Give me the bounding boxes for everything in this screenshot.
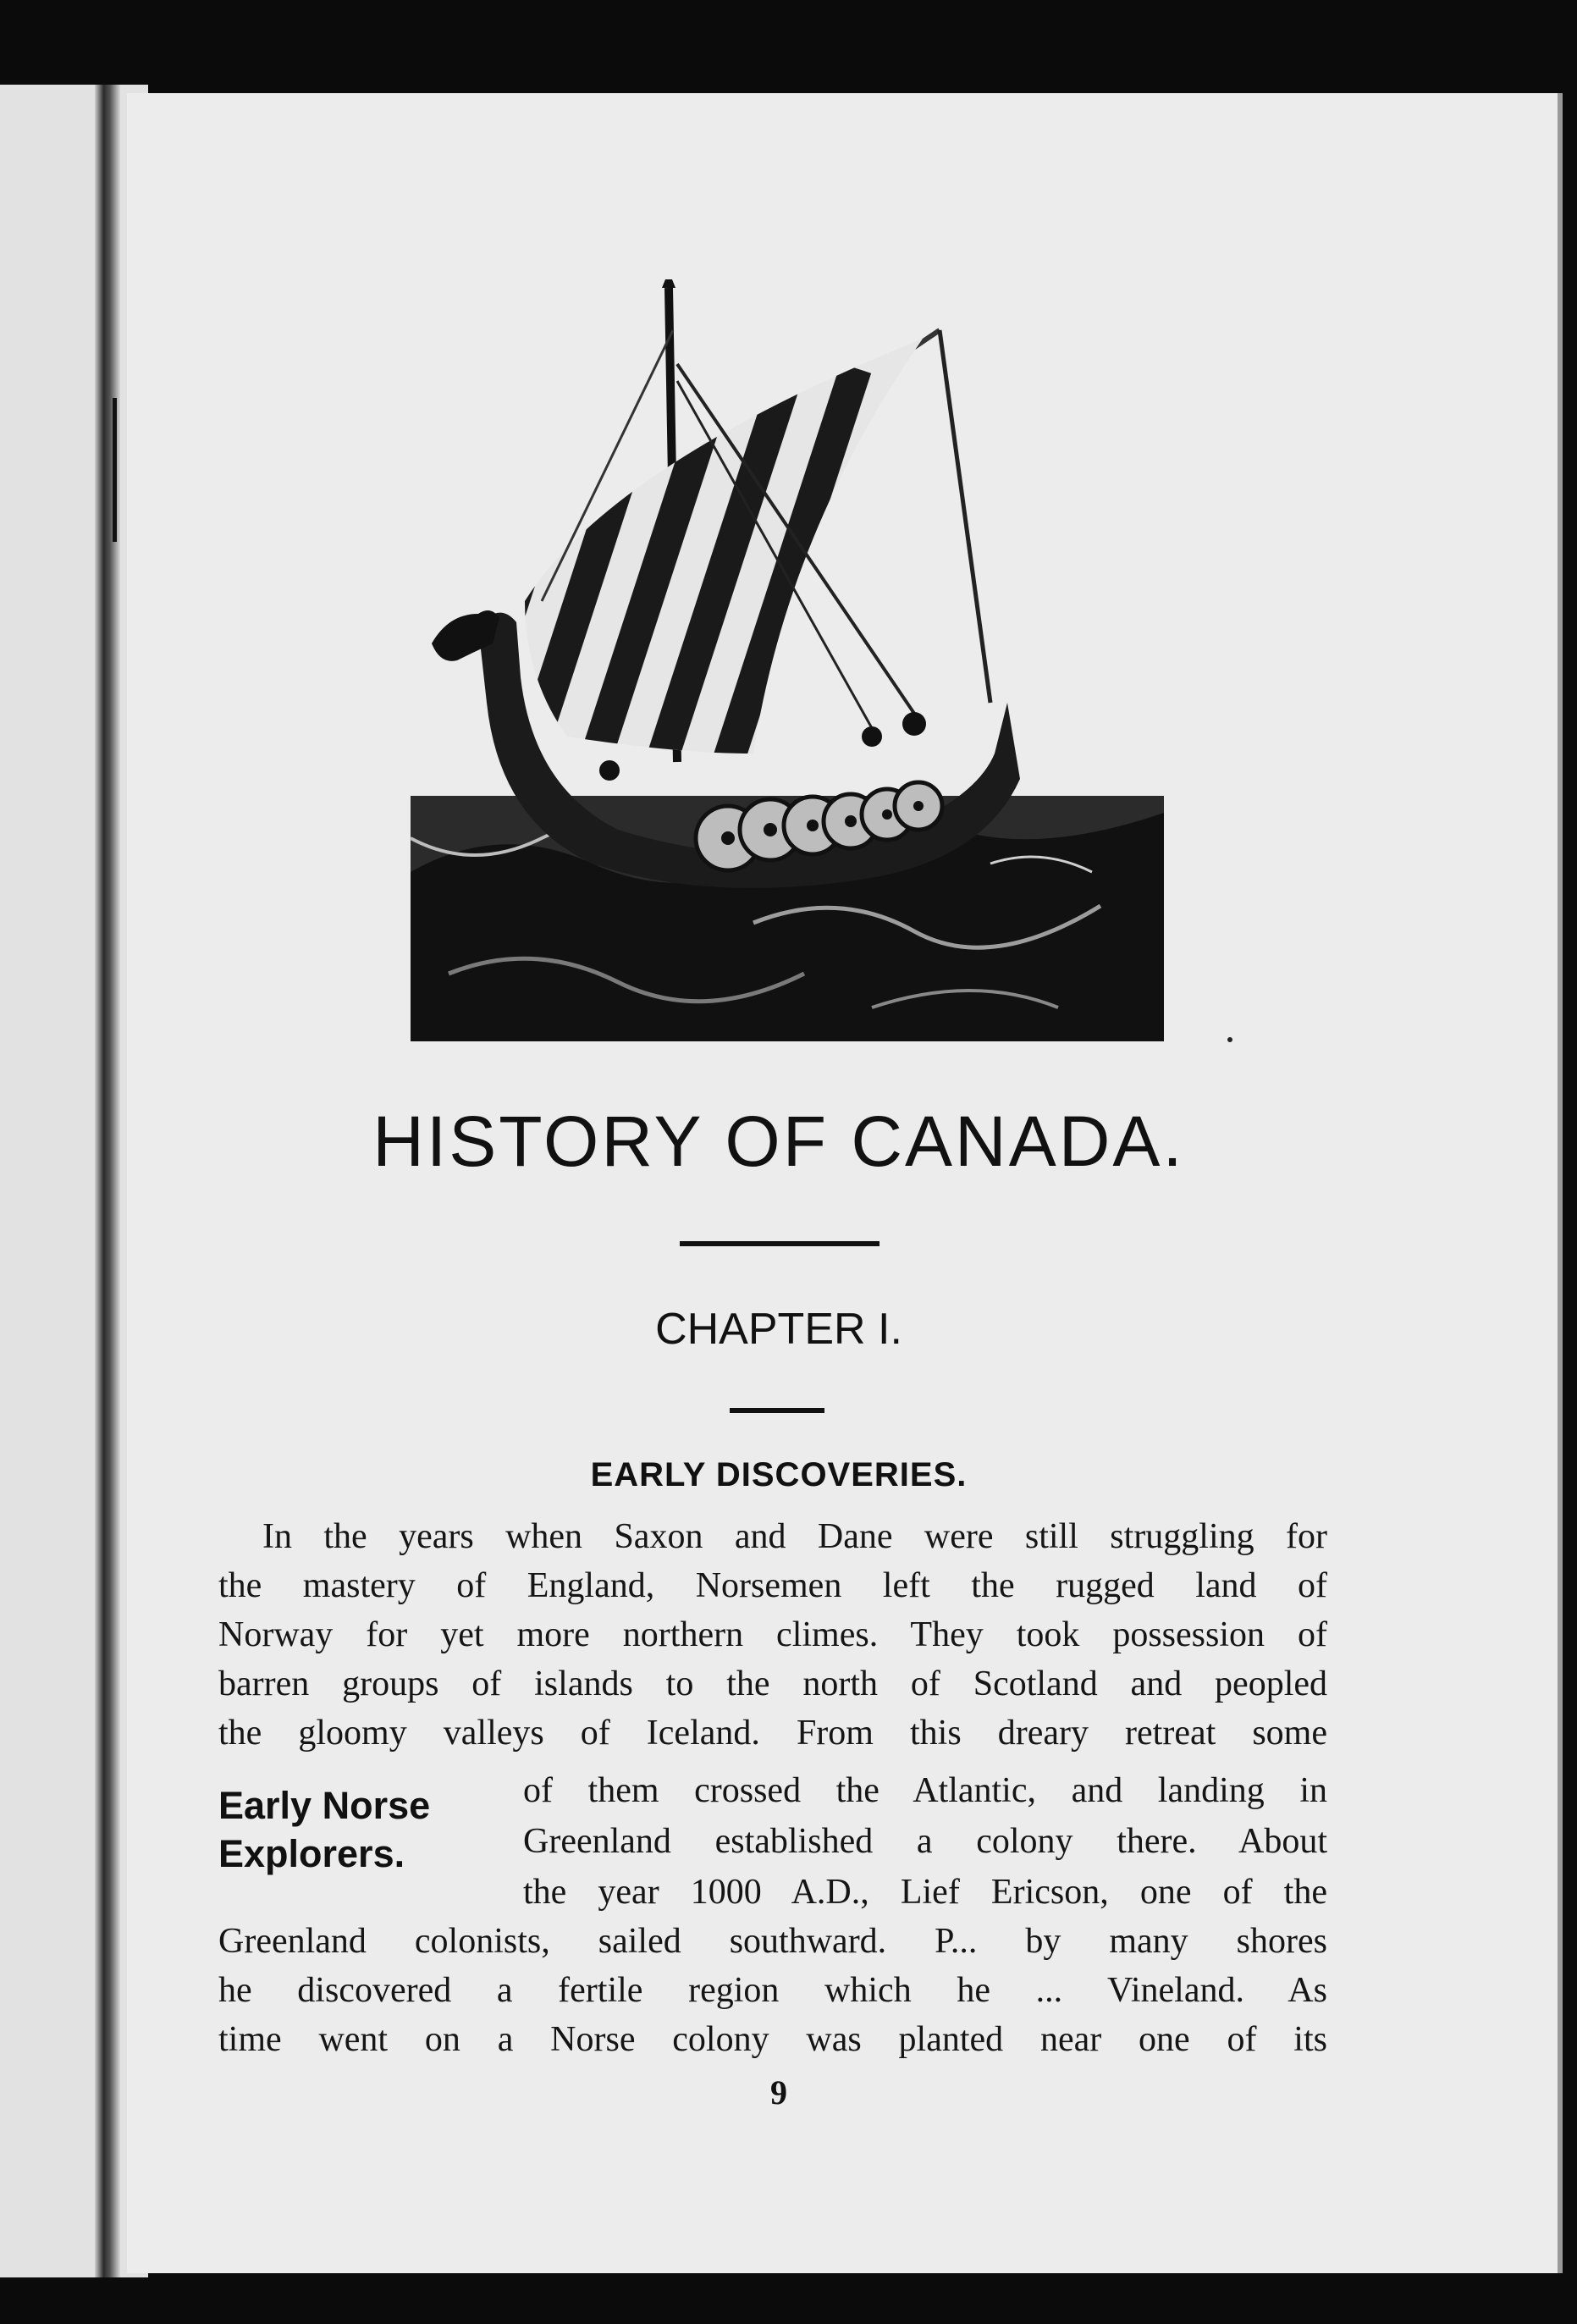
body-line: Greenland colonists, sailed southward. P... by many shores: [218, 1922, 1327, 1961]
margin-note-line: Explorers.: [218, 1831, 405, 1875]
body-line: of them crossed the Atlantic, and landing in: [523, 1771, 1327, 1810]
margin-note: [218, 1782, 506, 1878]
body-line: In the years when Saxon and Dane were still struggling for: [262, 1517, 1327, 1556]
body-line: Greenland established a colony there. About: [523, 1822, 1327, 1861]
body-line: Norway for yet more northern climes. They took possession of: [218, 1615, 1327, 1654]
body-line: the year 1000 A.D., Lief Ericson, one of the: [523, 1873, 1327, 1912]
page-number: 9: [770, 2073, 787, 2111]
body-line: the mastery of England, Norsemen left the rugged land of: [218, 1566, 1327, 1605]
section-heading: EARLY DISCOVERIES.: [590, 1456, 968, 1493]
chapter-rule: [730, 1408, 824, 1413]
chapter-heading: CHAPTER I.: [655, 1305, 902, 1354]
body-line: barren groups of islands to the north of Scotland and peopled: [218, 1664, 1327, 1703]
viking-ship-icon: [398, 279, 1177, 1058]
left-page-edge: [0, 85, 148, 2277]
body-line: he discovered a fertile region which he ... Vineland. As: [218, 1971, 1327, 2010]
margin-note-line: Early Norse: [218, 1784, 431, 1827]
body-line: the gloomy valleys of Iceland. From this dreary retreat some: [218, 1714, 1327, 1753]
body-line: time went on a Norse colony was planted near one of its: [218, 2020, 1327, 2059]
gutter-mark: [113, 398, 117, 542]
title-rule: [680, 1241, 879, 1246]
page-title: HISTORY OF CANADA.: [372, 1101, 1185, 1181]
paper-speck: [1227, 1037, 1232, 1042]
